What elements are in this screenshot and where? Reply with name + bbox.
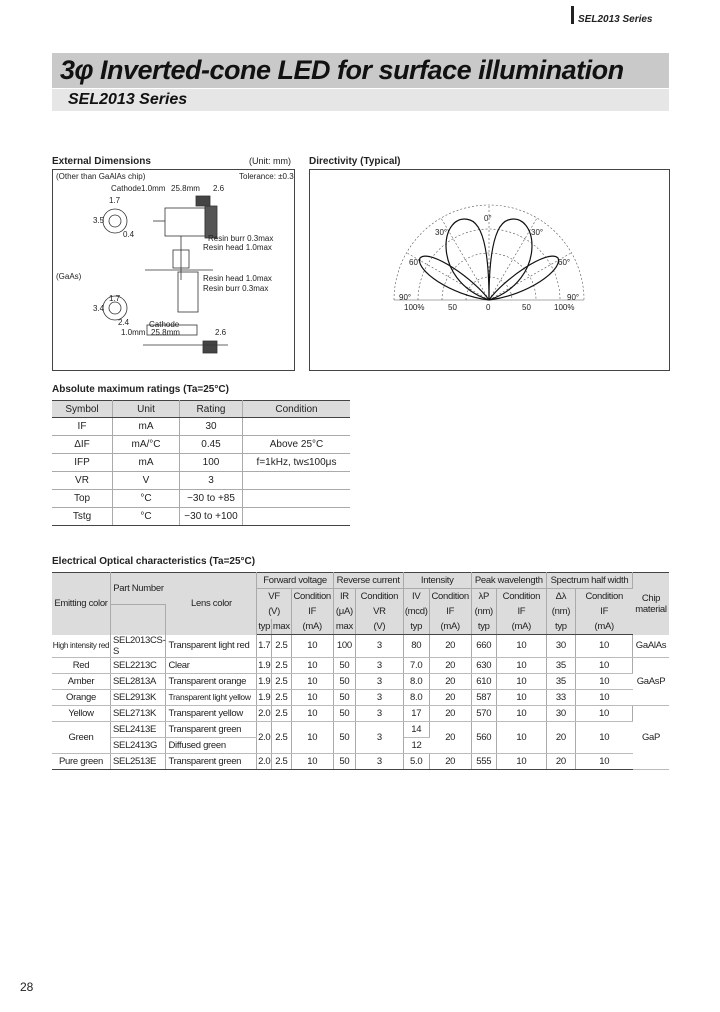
h-typ4: typ xyxy=(546,619,575,635)
cell-rating: −30 to +100 xyxy=(180,508,243,526)
x-tick-50-right: 50 xyxy=(522,303,531,312)
cell-c3: 20 xyxy=(429,721,471,753)
h-nm2: (nm) xyxy=(546,604,575,619)
h-ua: (μA) xyxy=(333,604,355,619)
page-title: 3φ Inverted-cone LED for surface illumination xyxy=(60,55,624,85)
table-row xyxy=(52,657,669,673)
angle-90-left: 90° xyxy=(399,293,412,302)
cell-c5: 10 xyxy=(575,635,632,658)
h-max1: max xyxy=(271,619,291,635)
h-iv: IV xyxy=(403,589,429,605)
cell-iv: 8.0 xyxy=(403,689,429,705)
cell-c4: 10 xyxy=(496,753,546,769)
h-reverse-current: Reverse current xyxy=(333,573,403,589)
cell-iv: 14 xyxy=(403,721,429,737)
cell-c4: 10 xyxy=(496,673,546,689)
cell-part: SEL2713K xyxy=(111,705,166,721)
dim-17-2: 1.7 xyxy=(109,294,121,303)
cell-dl: 33 xyxy=(546,689,575,705)
cell-rating: 100 xyxy=(180,454,243,472)
h-v2: (V) xyxy=(356,619,404,635)
h-part: Part Number xyxy=(111,573,166,605)
h-if2: IF xyxy=(429,604,471,619)
cell-rating: 30 xyxy=(180,418,243,436)
cell-part: SEL2913K xyxy=(111,689,166,705)
table-row xyxy=(52,635,669,658)
resin-burr-1: Resin burr 0.3max xyxy=(208,234,274,243)
dim-25-1: 25.8mm xyxy=(171,184,200,193)
h-lens: Lens color xyxy=(166,573,257,635)
angle-60-right: 60° xyxy=(558,258,571,267)
dim-26-1: 2.6 xyxy=(213,184,225,193)
angle-30-right: 30° xyxy=(531,228,544,237)
h-cond1: Condition xyxy=(291,589,333,605)
cell-unit: mA xyxy=(113,454,180,472)
h-cond2: Condition xyxy=(356,589,404,605)
cell-chip: GaAlAs xyxy=(633,635,670,658)
cell-vf: 1.9 xyxy=(257,657,272,673)
ext-dim-unit: (Unit: mm) xyxy=(249,156,291,166)
cell-c5: 10 xyxy=(575,673,632,689)
abs-max-heading: Absolute maximum ratings (Ta=25°C) xyxy=(52,384,229,395)
directivity-box xyxy=(309,169,670,371)
cell-c4: 10 xyxy=(496,689,546,705)
cell-unit: mA xyxy=(113,418,180,436)
ext-dim-group1: (Other than GaAlAs chip) xyxy=(56,172,146,181)
cathode-label-1: Cathode xyxy=(111,184,142,193)
cell-vr: 3 xyxy=(356,689,404,705)
h-chip: Chip material xyxy=(633,573,670,635)
h-vf: VF xyxy=(257,589,291,605)
h-typ2: typ xyxy=(403,619,429,635)
cell-dl: 30 xyxy=(546,635,575,658)
cell-vfmax: 2.5 xyxy=(271,753,291,769)
eo-table xyxy=(52,572,669,770)
cell-lp: 630 xyxy=(471,657,496,673)
cell-vf: 2.0 xyxy=(257,721,272,753)
cell-vfmax: 2.5 xyxy=(271,689,291,705)
h-ma2: (mA) xyxy=(429,619,471,635)
cell-c3: 20 xyxy=(429,689,471,705)
cell-part: SEL2013CS-S xyxy=(111,635,166,658)
cell-vfmax: 2.5 xyxy=(271,673,291,689)
x-tick-0: 0 xyxy=(486,303,491,312)
cell-c4: 10 xyxy=(496,705,546,721)
h-forward-voltage: Forward voltage xyxy=(257,573,333,589)
h-if3: IF xyxy=(496,604,546,619)
cell-part: SEL2413G xyxy=(111,737,166,753)
cell-lens: Transparent light yellow xyxy=(166,689,257,705)
table-row xyxy=(52,689,669,705)
ext-dim-tolerance: Tolerance: ±0.3 xyxy=(239,172,294,181)
cell-lens: Transparent light red xyxy=(166,635,257,658)
table-row xyxy=(52,753,669,769)
cell-vfmax: 2.5 xyxy=(271,657,291,673)
h-intensity: Intensity xyxy=(403,573,471,589)
ext-dim-box xyxy=(52,169,295,371)
abs-max-table xyxy=(52,400,350,526)
cell-vr: 3 xyxy=(356,673,404,689)
page-number: 28 xyxy=(20,980,34,994)
cell-ir: 50 xyxy=(333,753,355,769)
cell-iv: 12 xyxy=(403,737,429,753)
cell-vf: 1.9 xyxy=(257,689,272,705)
cell-c1: 10 xyxy=(291,753,333,769)
cell-condition: Above 25°C xyxy=(243,436,351,454)
cell-vr: 3 xyxy=(356,705,404,721)
cell-part: SEL2413E xyxy=(111,721,166,737)
cell-c5: 10 xyxy=(575,689,632,705)
cell-c3: 20 xyxy=(429,753,471,769)
cell-color: High intensity red xyxy=(52,635,111,658)
h-nm1: (nm) xyxy=(471,604,496,619)
resin-head-1: Resin head 1.0max xyxy=(203,243,272,252)
eo-heading: Electrical Optical characteristics (Ta=25°C) xyxy=(52,556,256,567)
cell-vfmax: 2.5 xyxy=(271,635,291,658)
cell-lens: Transparent green xyxy=(166,753,257,769)
cell-unit: V xyxy=(113,472,180,490)
dim-35-1: 3.5 xyxy=(93,216,105,225)
cell-dl: 35 xyxy=(546,673,575,689)
table-header-row xyxy=(52,401,350,418)
h-mcd: (mcd) xyxy=(404,606,428,617)
cell-condition xyxy=(243,418,351,436)
cathode-label-2: Cathode xyxy=(149,320,180,329)
h-max2: max xyxy=(333,619,355,635)
h-typ1: typ xyxy=(257,619,272,635)
cell-ir: 50 xyxy=(333,705,355,721)
ext-dim-group2: (GaAs) xyxy=(56,272,82,281)
resin-head-2: Resin head 1.0max xyxy=(203,274,272,283)
x-tick-100-left: 100% xyxy=(404,303,425,312)
cell-part: SEL2513E xyxy=(111,753,166,769)
h-ma4: (mA) xyxy=(575,619,632,635)
h-cond3: Condition xyxy=(429,589,471,605)
cell-iv: 7.0 xyxy=(403,657,429,673)
x-tick-50-left: 50 xyxy=(448,303,457,312)
cell-rating: 0.45 xyxy=(180,436,243,454)
cell-c1: 10 xyxy=(291,635,333,658)
cell-color: Orange xyxy=(52,689,111,705)
cell-condition xyxy=(243,490,351,508)
h-dl: Δλ xyxy=(546,589,575,605)
cell-condition: f=1kHz, tw≤100μs xyxy=(243,454,351,472)
cell-lens: Transparent orange xyxy=(166,673,257,689)
angle-0: 0° xyxy=(484,214,492,223)
dim-04-1: 0.4 xyxy=(123,230,135,239)
dim-1mm-2: 1.0mm xyxy=(121,328,146,337)
cell-dl: 20 xyxy=(546,721,575,753)
h-ma3: (mA) xyxy=(496,619,546,635)
dim-24-2: 2.4 xyxy=(118,318,130,327)
dimension-drawing xyxy=(53,170,294,370)
cell-c3: 20 xyxy=(429,673,471,689)
cell-chip: GaAsP xyxy=(633,657,670,705)
h-part-spacer xyxy=(111,604,166,635)
h-cond5: Condition xyxy=(575,589,632,605)
cell-vf: 1.7 xyxy=(257,635,272,658)
page-subtitle: SEL2013 Series xyxy=(68,91,188,108)
cell-vfmax: 2.5 xyxy=(271,705,291,721)
table-row xyxy=(52,454,350,472)
cell-color: Amber xyxy=(52,673,111,689)
cell-lp: 560 xyxy=(471,721,496,753)
h-cond4: Condition xyxy=(496,589,546,605)
cell-lp: 555 xyxy=(471,753,496,769)
x-tick-100-right: 100% xyxy=(554,303,575,312)
cell-c1: 10 xyxy=(291,657,333,673)
cell-c1: 10 xyxy=(291,673,333,689)
table-row xyxy=(52,721,669,737)
h-emitting-color: Emitting color xyxy=(52,573,111,635)
cell-lens: Transparent green xyxy=(166,721,257,737)
cell-c5: 10 xyxy=(575,753,632,769)
cell-rating: −30 to +85 xyxy=(180,490,243,508)
col-rating: Rating xyxy=(180,401,243,418)
cell-condition xyxy=(243,472,351,490)
cell-unit: °C xyxy=(113,508,180,526)
cell-iv: 8.0 xyxy=(403,673,429,689)
col-unit: Unit xyxy=(113,401,180,418)
cell-ir: 50 xyxy=(333,657,355,673)
cell-vf: 2.0 xyxy=(257,705,272,721)
cell-lens: Diffused green xyxy=(166,737,257,753)
table-row xyxy=(52,705,669,721)
cell-iv: 17 xyxy=(403,705,429,721)
cell-c3: 20 xyxy=(429,705,471,721)
header-marker xyxy=(571,6,574,24)
col-condition: Condition xyxy=(243,401,351,418)
cell-c1: 10 xyxy=(291,689,333,705)
table-row xyxy=(52,436,350,454)
h-typ3: typ xyxy=(471,619,496,635)
angle-30-left: 30° xyxy=(435,228,448,237)
cell-c5: 10 xyxy=(575,657,632,673)
table-row xyxy=(52,508,350,526)
cell-iv: 80 xyxy=(403,635,429,658)
angle-90-right: 90° xyxy=(567,293,580,302)
cell-ir: 50 xyxy=(333,673,355,689)
cell-dl: 35 xyxy=(546,657,575,673)
table-row xyxy=(52,472,350,490)
cell-iv: 5.0 xyxy=(403,753,429,769)
cell-lens: Transparent yellow xyxy=(166,705,257,721)
cell-vf: 1.9 xyxy=(257,673,272,689)
angle-60-left: 60° xyxy=(409,258,422,267)
cell-vr: 3 xyxy=(356,657,404,673)
cell-c1: 10 xyxy=(291,721,333,753)
cell-ir: 50 xyxy=(333,689,355,705)
cell-c5: 10 xyxy=(575,705,632,721)
cell-vf: 2.0 xyxy=(257,753,272,769)
cell-dl: 30 xyxy=(546,705,575,721)
cell-symbol: VR xyxy=(52,472,113,490)
cell-dl: 20 xyxy=(546,753,575,769)
cell-color: Pure green xyxy=(52,753,111,769)
dim-25-2: 25.8mm xyxy=(151,328,180,337)
h-vr: VR xyxy=(356,604,404,619)
cell-lp: 610 xyxy=(471,673,496,689)
cell-part: SEL2213C xyxy=(111,657,166,673)
dim-26-2: 2.6 xyxy=(215,328,227,337)
dim-1mm-1: 1.0mm xyxy=(141,184,166,193)
cell-lp: 587 xyxy=(471,689,496,705)
cell-lens: Clear xyxy=(166,657,257,673)
cell-unit: mA/°C xyxy=(113,436,180,454)
h-if1: IF xyxy=(291,604,333,619)
cell-vr: 3 xyxy=(356,753,404,769)
series-tag: SEL2013 Series xyxy=(578,14,653,25)
table-row xyxy=(52,418,350,436)
table-row xyxy=(52,490,350,508)
table-row xyxy=(52,673,669,689)
cell-unit: °C xyxy=(113,490,180,508)
ext-dim-heading: External Dimensions xyxy=(52,156,151,167)
cell-ir: 100 xyxy=(333,635,355,658)
cell-color: Red xyxy=(52,657,111,673)
cell-ir: 50 xyxy=(333,721,355,753)
cell-symbol: Top xyxy=(52,490,113,508)
cell-vfmax: 2.5 xyxy=(271,721,291,753)
cell-color: Green xyxy=(52,721,111,753)
h-lp: λP xyxy=(471,589,496,605)
cell-c4: 10 xyxy=(496,721,546,753)
h-spectrum-half-width: Spectrum half width xyxy=(546,573,632,589)
cell-symbol: Tstg xyxy=(52,508,113,526)
cell-c4: 10 xyxy=(496,657,546,673)
directivity-heading: Directivity (Typical) xyxy=(309,156,401,167)
cell-color: Yellow xyxy=(52,705,111,721)
cell-symbol: IF xyxy=(52,418,113,436)
cell-vr: 3 xyxy=(356,721,404,753)
directivity-chart xyxy=(310,170,669,370)
cell-chip: GaP xyxy=(633,705,670,769)
resin-burr-2: Resin burr 0.3max xyxy=(203,284,269,293)
cell-condition xyxy=(243,508,351,526)
h-ma1: (mA) xyxy=(291,619,333,635)
col-symbol: Symbol xyxy=(52,401,113,418)
dim-34-2: 3.4 xyxy=(93,304,105,313)
cell-c3: 20 xyxy=(429,657,471,673)
cell-c3: 20 xyxy=(429,635,471,658)
cell-symbol: IFP xyxy=(52,454,113,472)
h-ir: IR xyxy=(333,589,355,605)
cell-c1: 10 xyxy=(291,705,333,721)
cell-lp: 660 xyxy=(471,635,496,658)
cell-symbol: ΔIF xyxy=(52,436,113,454)
cell-lp: 570 xyxy=(471,705,496,721)
h-peak-wavelength: Peak wavelength xyxy=(471,573,546,589)
cell-rating: 3 xyxy=(180,472,243,490)
cell-part: SEL2813A xyxy=(111,673,166,689)
cell-c4: 10 xyxy=(496,635,546,658)
cell-vr: 3 xyxy=(356,635,404,658)
h-if4: IF xyxy=(575,604,632,619)
cell-c5: 10 xyxy=(575,721,632,753)
dim-17-1: 1.7 xyxy=(109,196,121,205)
h-v: (V) xyxy=(257,604,291,619)
